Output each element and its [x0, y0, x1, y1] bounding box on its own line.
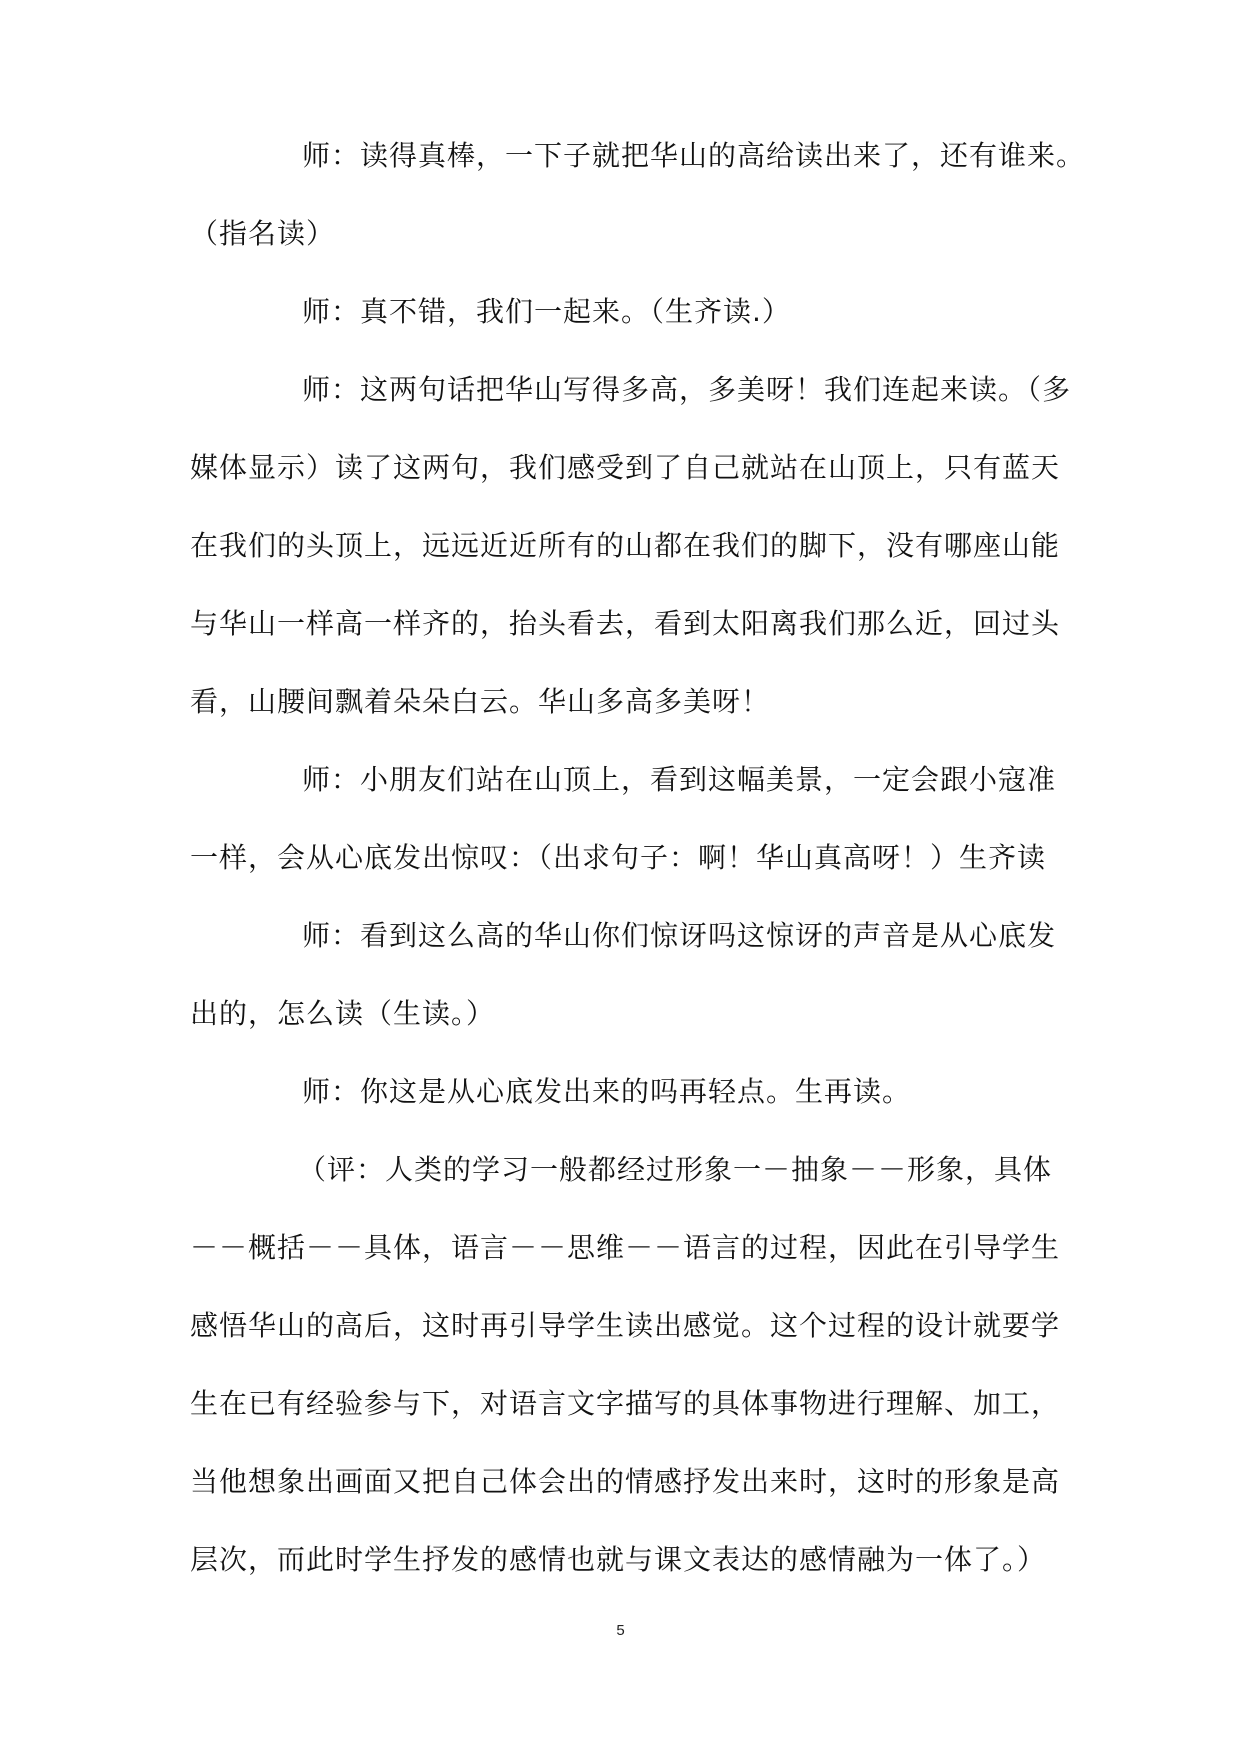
text-line: 在我们的头顶上，远远近近所有的山都在我们的脚下，没有哪座山能 — [190, 529, 1061, 562]
text-line: 感悟华山的高后，这时再引导学生读出感觉。这个过程的设计就要学 — [190, 1309, 1061, 1342]
text-line: 生在已有经验参与下，对语言文字描写的具体事物进行理解、加工， — [190, 1387, 1061, 1420]
text-line: 师：读得真棒，一下子就把华山的高给读出来了，还有谁来。 — [302, 139, 1086, 172]
text-line: （评：人类的学习一般都经过形象一－抽象－－形象，具体 — [298, 1153, 1053, 1186]
text-line: 师：真不错，我们一起来。（生齐读.） — [302, 295, 791, 328]
text-line: 师：看到这么高的华山你们惊讶吗这惊讶的声音是从心底发 — [302, 919, 1057, 952]
body-text — [190, 136, 1086, 1618]
text-line: （指名读） — [190, 217, 336, 250]
page-number: 5 — [616, 1622, 625, 1639]
text-line: 师：小朋友们站在山顶上，看到这幅美景，一定会跟小寇准 — [302, 763, 1057, 796]
text-line: 师：这两句话把华山写得多高，多美呀！我们连起来读。（多 — [302, 373, 1072, 406]
text-line: 媒体显示）读了这两句，我们感受到了自己就站在山顶上，只有蓝天 — [190, 451, 1061, 484]
text-line: 出的，怎么读（生读。） — [190, 997, 496, 1030]
text-line: 与华山一样高一样齐的，抬头看去，看到太阳离我们那么近，回过头 — [190, 607, 1061, 640]
text-line: 看，山腰间飘着朵朵白云。华山多高多美呀！ — [190, 685, 771, 718]
text-line: －－概括－－具体，语言－－思维－－语言的过程，因此在引导学生 — [190, 1231, 1061, 1264]
text-line: 师：你这是从心底发出来的吗再轻点。生再读。 — [302, 1075, 912, 1108]
text-line: 层次，而此时学生抒发的感情也就与课文表达的感情融为一体了。） — [190, 1543, 1047, 1576]
text-line: 一样，会从心底发出惊叹：（出求句子：啊！华山真高呀！）生齐读 — [190, 841, 1047, 874]
text-line: 当他想象出画面又把自己体会出的情感抒发出来时，这时的形象是高 — [190, 1465, 1061, 1498]
